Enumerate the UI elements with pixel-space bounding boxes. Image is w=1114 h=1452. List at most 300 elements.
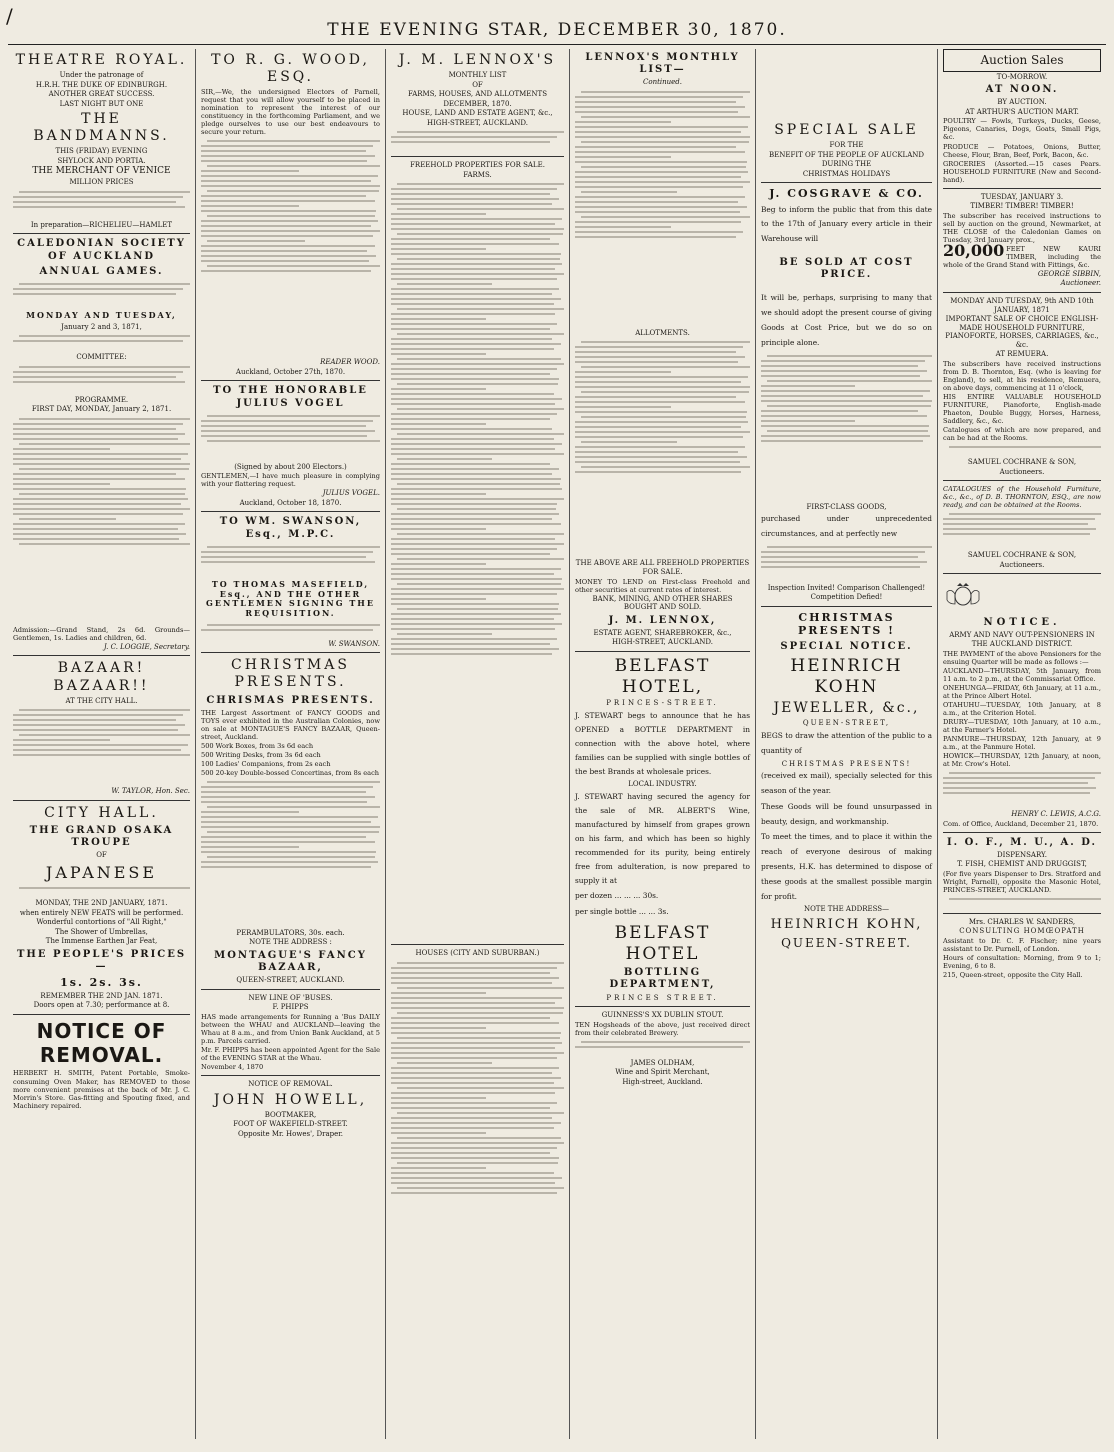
theatre-line: MILLION PRICES: [69, 178, 134, 187]
spacer: [761, 49, 932, 119]
fine-print-line: [397, 987, 564, 989]
fine-print-line: [761, 385, 855, 387]
fine-print-line: [391, 213, 486, 215]
freehold-title: FREEHOLD PROPERTIES FOR SALE.: [410, 161, 545, 170]
fine-print-line: [581, 141, 749, 143]
fine-print-line: [391, 553, 550, 555]
xmas-text: THE Largest Assortment of FANCY GOODS and TOYS ever exhibited in the Australian Colonies, now on sale at MONTAGUE'S FANCY BAZAAR, Queen-street, Auckland.: [201, 708, 380, 741]
divider: [943, 188, 1101, 189]
fine-print-line: [575, 346, 743, 348]
bazaar-sub: AT THE CITY HALL.: [65, 696, 138, 705]
fine-print: [575, 1038, 750, 1058]
fine-print-line: [943, 533, 1090, 535]
feet-text: FEET NEW KAURI TIMBER, including the whole of the Grand Stand with Fittings, &c.: [943, 244, 1101, 269]
fine-print-line: [391, 463, 550, 465]
fine-print-line: [767, 405, 931, 407]
lennox-sub: FARMS, HOUSES, AND ALLOTMENTS: [407, 90, 548, 99]
fine-print-line: [207, 215, 375, 217]
fine-print-line: [201, 255, 376, 257]
fine-print-line: [943, 792, 1090, 794]
queen-street: QUEEN-STREET,: [802, 719, 891, 728]
fine-print-line: [13, 453, 188, 455]
divider: [13, 1014, 190, 1015]
fine-print-line: [201, 435, 367, 437]
fine-print-line: [581, 116, 750, 118]
fine-print-line: [13, 523, 185, 525]
fine-print-line: [13, 528, 178, 530]
prices: 1s. 2s. 3s.: [60, 976, 143, 990]
fine-print: [943, 769, 1101, 809]
fine-print-line: [391, 1072, 552, 1074]
fine-print-line: [575, 211, 740, 213]
fine-print-line: [391, 638, 557, 640]
fine-print-line: [391, 1132, 486, 1134]
fine-print-line: [575, 151, 745, 153]
howell-name: JOHN HOWELL,: [213, 1091, 368, 1108]
xmas-item: 500 20-key Double-bossed Concertinas, from 8s each: [201, 768, 380, 777]
fine-print-line: [391, 613, 561, 615]
fine-print-line: [13, 381, 185, 383]
fine-print-line: [397, 583, 561, 585]
fine-print-line: [397, 1037, 560, 1039]
divider: [943, 573, 1101, 574]
fine-print-line: [761, 566, 920, 568]
fine-print-line: [391, 1047, 555, 1049]
fine-print-line: [581, 341, 750, 343]
sibbin-sub: Auctioneer.: [1060, 279, 1101, 288]
fine-print-line: [761, 415, 927, 417]
monday: MONDAY AND TUESDAY, 9th AND 10th JANUARY, 1871: [950, 297, 1094, 314]
fine-print-line: [575, 471, 741, 473]
fine-print-line: [13, 433, 185, 435]
fine-print-line: [391, 1157, 559, 1159]
fine-print-line: [201, 260, 369, 262]
fine-print-line: [575, 136, 750, 138]
fine-print-line: [575, 436, 743, 438]
fine-print-line: [207, 190, 379, 192]
fine-print-line: [767, 380, 932, 382]
fine-print-line: [201, 225, 371, 227]
fine-print-line: [391, 538, 555, 540]
fine-print-line: [201, 861, 378, 863]
houses-title: HOUSES (CITY AND SUBURBAN.): [415, 949, 540, 958]
fine-print-line: [397, 1112, 564, 1114]
divider: [13, 233, 190, 234]
fine-print-line: [201, 175, 378, 177]
allotments-heading: ALLOTMENTS.: [635, 328, 690, 337]
fine-print-line: [201, 430, 375, 432]
fine-print-line: [391, 548, 557, 550]
fine-print-line: [581, 166, 746, 168]
fine-print-line: [13, 749, 181, 751]
fine-print-line: [13, 729, 178, 731]
fine-print-line: [13, 371, 183, 373]
fine-print-line: [207, 415, 380, 417]
fine-print-line: [13, 724, 185, 726]
fine-print-line: [201, 200, 375, 202]
kohn-title: HEINRICH KOHN: [790, 655, 903, 697]
farms-listing: [391, 180, 564, 940]
fine-print-line: [13, 206, 185, 208]
fine-print-line: [397, 358, 561, 360]
fine-print-line: [391, 992, 486, 994]
fine-print-line: [761, 551, 925, 553]
fine-print-line: [19, 335, 190, 337]
fine-print-line: [391, 278, 557, 280]
fine-print-line: [575, 401, 745, 403]
fine-print-line: [201, 245, 375, 247]
city-hall-title: CITY HALL.: [44, 804, 159, 821]
auction-heading: Auction Sales: [943, 49, 1101, 72]
fine-print-line: [19, 709, 190, 711]
fine-print-line: [397, 383, 558, 385]
fine-print-line: [19, 493, 185, 495]
fine-print-line: [13, 488, 186, 490]
fine-print-line: [575, 431, 750, 433]
column-4: [570, 49, 756, 1439]
fine-print-line: [575, 171, 748, 173]
japanese-title: JAPANESE: [45, 862, 158, 882]
fine-print-line: [391, 1107, 550, 1109]
caledonian-line: January 2 and 3, 1871,: [61, 322, 142, 331]
fine-print-line: [13, 533, 186, 535]
caledonian-line: PROGRAMME.: [74, 395, 129, 404]
fine-print-line: [575, 131, 741, 133]
oldham-sub: Wine and Spirit Merchant,: [615, 1068, 710, 1077]
guinness-title: GUINNESS'S XX DUBLIN STOUT.: [601, 1011, 724, 1020]
hours: Hours of consultation: Morning, from 9 to 1; Evening, 6 to 8.: [943, 954, 1101, 971]
per-bottle: per single bottle ... ... 3s.: [575, 906, 669, 916]
fine-print-line: [575, 351, 736, 353]
osaka-title: THE GRAND OSAKA TROUPE: [29, 824, 174, 848]
kohn-presents: CHRISTMAS PRESENTS!: [781, 759, 912, 768]
fine-print-line: [201, 425, 366, 427]
fine-print-line: [391, 293, 552, 295]
fine-print-line: [575, 396, 736, 398]
fine-print-line: [19, 468, 189, 470]
fine-print-line: [391, 1172, 554, 1174]
fine-print-line: [391, 338, 552, 340]
fine-print-line: [391, 223, 555, 225]
fine-print-line: [201, 420, 373, 422]
notice: NOTICE.: [983, 617, 1061, 629]
bank-text: BANK, MINING, AND OTHER SHARES BOUGHT AND SOLD.: [592, 594, 733, 612]
local-industry: LOCAL INDUSTRY.: [628, 780, 697, 789]
montague-note: NOTE THE ADDRESS :: [249, 938, 332, 947]
fine-print-line: [391, 418, 550, 420]
fine-print-line: [575, 186, 743, 188]
column-2: [196, 49, 386, 1439]
fine-print-line: [575, 446, 745, 448]
fine-print-line: [13, 714, 183, 716]
fine-print-line: [761, 390, 930, 392]
fine-print-line: [943, 523, 1088, 525]
fine-print-line: [397, 1187, 564, 1189]
fine-print-line: [391, 393, 554, 395]
divider: [761, 606, 932, 607]
fine-print-line: [19, 734, 190, 736]
fine-print-line: [13, 376, 176, 378]
special-title: SPECIAL SALE: [774, 122, 919, 138]
fine-print-line: [575, 181, 750, 183]
princes2: PRINCES STREET.: [606, 993, 719, 1002]
fine-print-line: [391, 453, 564, 455]
fish: T. FISH, CHEMIST AND DRUGGIST,: [957, 860, 1087, 869]
fine-print-line: [391, 1182, 555, 1184]
osaka-line: The Shower of Umbrellas,: [55, 927, 148, 936]
tomorrow: TO-MORROW.: [996, 72, 1048, 81]
fine-print-line: [201, 846, 299, 848]
continued-title: LENNOX'S MONTHLY LIST—: [585, 52, 740, 76]
first-class-text: purchased under unprecedented circumstances, and at perfectly new: [761, 514, 932, 539]
fine-print-line: [761, 440, 923, 442]
divider: [201, 511, 380, 512]
fine-print-line: [391, 1032, 561, 1034]
theatre-title: THEATRE ROYAL.: [15, 52, 188, 68]
fine-print-line: [201, 185, 380, 187]
divider: [943, 292, 1101, 293]
divider: [943, 480, 1101, 481]
caledonian-title: CALEDONIAN SOCIETY OF AUCKLAND: [17, 238, 186, 262]
fine-print-line: [581, 416, 746, 418]
admission-text: Admission:—Grand Stand, 2s 6d. Grounds—Gentlemen, 1s. Ladies and children, 6d.: [13, 625, 190, 642]
montague-addr: QUEEN-STREET, AUCKLAND.: [236, 976, 345, 985]
fine-print-line: [201, 160, 367, 162]
fine-print-line: [201, 145, 373, 147]
fine-print-line: [575, 146, 736, 148]
fine-print-line: [391, 1017, 550, 1019]
fine-print-line: [949, 446, 1101, 448]
fine-print-line: [13, 538, 179, 540]
oldham-addr: High-street, Auckland.: [622, 1077, 703, 1086]
sibbin: GEORGE SIBBIN,: [1037, 269, 1101, 278]
money-text: MONEY TO LEND on First-class Freehold and other securities at current rates of interest.: [575, 577, 750, 594]
fine-print-line: [391, 623, 562, 625]
fine-print-line: [397, 533, 564, 535]
fine-print-line: [581, 366, 750, 368]
fine-print-line: [19, 887, 190, 889]
remuera-text: The subscribers have received instructions from D. B. Thornton, Esq. (who is leaving for England), to sell, at his residence, Remuera, on above days, commencing at 11 o'clock,: [943, 359, 1101, 392]
fine-print-line: [397, 458, 492, 460]
queen2: QUEEN-STREET.: [781, 935, 912, 950]
lennox-sub: DECEMBER, 1870.: [443, 99, 512, 108]
fine-print-line: [581, 441, 677, 443]
pay-item: AUCKLAND—THURSDAY, 5th January, from 11 a.m. to 2 p.m., at the Commissariat Office.: [943, 666, 1101, 683]
fine-print-line: [391, 388, 486, 390]
fine-print-line: [207, 140, 380, 142]
pay-item: HOWICK—THURSDAY, 12th January, at noon, at Mr. Crow's Hotel.: [943, 751, 1101, 768]
fine-print: [13, 332, 190, 352]
fine-print-line: [761, 365, 918, 367]
army: ARMY AND NAVY OUT-PENSIONERS IN THE AUCKLAND DISTRICT.: [949, 631, 1095, 648]
xmas-sub: CHRISMAS PRESENTS.: [206, 694, 375, 706]
howell-opp: Opposite Mr. Howes', Draper.: [237, 1129, 344, 1138]
belfast2: BELFAST HOTEL: [614, 922, 711, 964]
cost-price: BE SOLD AT COST PRICE.: [779, 257, 914, 281]
cosgrave-text: Beg to inform the public that from this date to the 17th of January every article in their Warehouse will: [761, 204, 932, 244]
fine-print-line: [201, 270, 371, 272]
fine-print-line: [391, 488, 562, 490]
fine-print-line: [397, 1087, 564, 1089]
fine-print-line: [767, 546, 932, 548]
fine-print-line: [581, 191, 677, 193]
buses-title: NEW LINE OF 'BUSES.: [248, 993, 333, 1002]
fine-print-line: [575, 381, 741, 383]
fine-print-line: [19, 283, 190, 285]
fine-print-line: [391, 578, 562, 580]
fine-print: [761, 352, 932, 502]
committee-list: [13, 363, 190, 395]
xmas-item: 500 Work Boxes, from 3s 6d each: [201, 741, 314, 750]
fine-print-line: [391, 982, 552, 984]
fine-print-line: [575, 451, 738, 453]
pay-item: PANMURE—THURSDAY, 12th January, at 9 a.m., at the Panmure Hotel.: [943, 734, 1101, 751]
divider: [943, 913, 1101, 914]
osaka-line: when entirely NEW FEATS will be performed.: [19, 908, 184, 917]
stewart-text: J. STEWART begs to announce that he has OPENED a BOTTLE DEPARTMENT in connection with the above hotel, where families can be supplied with single bottles of the best Brands at wholesale prices.: [575, 710, 750, 777]
fine-print-line: [575, 411, 747, 413]
fine-print-line: [391, 248, 486, 250]
fine-print-line: [207, 165, 380, 167]
fine-print-line: [391, 423, 486, 425]
army-text: THE PAYMENT of the above Pensioners for the ensuing Quarter will be made as follows :—: [943, 649, 1101, 666]
folio-mark: /: [6, 4, 13, 28]
column-6: [938, 49, 1106, 1439]
fine-print-line: [207, 265, 380, 267]
fine-print-line: [575, 356, 745, 358]
fine-print-line: [397, 1162, 558, 1164]
fine-print-line: [397, 633, 492, 635]
royal-crest-icon: [943, 582, 983, 608]
fine-print-line: [397, 1012, 563, 1014]
theatre-line: THE MERCHANT OF VENICE: [32, 166, 171, 177]
fine-print-line: [391, 1002, 555, 1004]
fine-print-line: [761, 435, 930, 437]
fine-print-line: [201, 220, 378, 222]
fine-print-line: [391, 253, 561, 255]
fine-print-line: [201, 841, 375, 843]
fine-print-line: [201, 230, 380, 232]
wood-reply-sig: READER WOOD.: [320, 358, 380, 367]
fine-print-line: [943, 787, 1096, 789]
fine-print-line: [391, 543, 564, 545]
at-noon: AT NOON.: [985, 84, 1059, 96]
bazaar-sig: W. TAYLOR, Hon. Sec.: [111, 787, 190, 796]
fine-print-line: [201, 816, 378, 818]
for-the: FOR THE: [829, 141, 864, 150]
divider: [201, 380, 380, 381]
vogel-sig: (Signed by about 200 Electors.): [234, 462, 347, 471]
fine-print-line: [391, 1147, 557, 1149]
fine-print-line: [575, 386, 750, 388]
theatre-line: SHYLOCK AND PORTIA.: [57, 156, 146, 165]
fine-print-line: [575, 156, 671, 158]
fine-print-line: [391, 498, 564, 500]
fine-print-line: [575, 161, 747, 163]
fine-print-line: [391, 1152, 550, 1154]
fine-print-line: [397, 333, 564, 335]
fine-print-line: [201, 851, 376, 853]
osaka-of: OF: [96, 851, 107, 860]
wood-date: Auckland, October 27th, 1870.: [235, 367, 346, 376]
fine-print-line: [201, 170, 299, 172]
fine-print-line: [201, 561, 375, 563]
fine-print-line: [761, 395, 923, 397]
fine-print-line: [391, 518, 552, 520]
theatre-line: THE BANDMANNS.: [33, 111, 170, 145]
fine-print-line: [13, 340, 183, 342]
fine-print-line: [575, 196, 745, 198]
fine-print-line: [391, 238, 550, 240]
cochrane-sub: Auctioneers.: [999, 467, 1045, 476]
fine-print-line: [201, 556, 366, 558]
fine-print-line: [397, 433, 564, 435]
fine-print-line: [391, 448, 555, 450]
fine-print-line: [943, 528, 1096, 530]
fine-print-line: [13, 754, 190, 756]
mart: AT ARTHUR'S AUCTION MART.: [965, 107, 1079, 116]
column-5: [756, 49, 938, 1439]
fine-print: [13, 706, 190, 786]
kohn-text2: (received ex mail), specially selected for this season of the year.: [761, 771, 932, 795]
fine-print-line: [391, 263, 562, 265]
fine-print-line: [391, 298, 561, 300]
fine-print-line: [13, 503, 181, 505]
fine-print-line: [19, 443, 190, 445]
theatre-line: H.R.H. THE DUKE OF EDINBURGH.: [35, 80, 168, 89]
theatre-foot: In preparation—RICHELIEU—HAMLET: [30, 220, 173, 229]
fine-print-line: [391, 203, 552, 205]
fine-print-line: [207, 856, 375, 858]
fine-print-line: [391, 1022, 559, 1024]
divider: [391, 156, 564, 157]
removal-text: HERBERT H. SMITH, Patent Portable, Smoke-consuming Oven Maker, has REMOVED to those more convenient premises at the back of Mr. J. C. Morrin's Store. Gas-fitting and Spouting fixed, and Machinery repaired.: [13, 1069, 190, 1110]
fine-print-line: [13, 438, 178, 440]
fine-print-line: [13, 201, 176, 203]
fine-print-line: [943, 518, 1095, 520]
kohn-text4: To meet the times, and to place it within the reach of everyone desirous of making presents, H.K. has determined to dispose of these goods at the smallest possible margin for profit.: [761, 832, 932, 901]
fine-print-line: [13, 458, 181, 460]
fine-print-line: [391, 318, 486, 320]
fine-print-line: [201, 791, 366, 793]
fine-print-line: [575, 461, 740, 463]
fine-print-line: [201, 155, 375, 157]
fine-print-line: [575, 236, 736, 238]
benefit: BENEFIT OF THE PEOPLE OF AUCKLAND: [769, 150, 924, 159]
fine-print: [761, 543, 932, 583]
fish-text: (For five years Dispenser to Drs. Stratford and Wright, Parnell), opposite the Masonic Hotel, PRINCES-STREET, AUCKLAND.: [943, 869, 1101, 894]
divider: [391, 944, 564, 945]
fine-print-line: [391, 228, 564, 230]
kohn2: HEINRICH KOHN,: [770, 916, 923, 932]
fine-print-line: [949, 898, 1101, 900]
fine-print-line: [391, 343, 561, 345]
fine-print-line: [391, 648, 559, 650]
fine-print-line: [391, 628, 555, 630]
fine-print-line: [201, 210, 376, 212]
fine-print-line: [19, 418, 190, 420]
kohn-text: BEGS to draw the attention of the public to a quantity of: [761, 730, 932, 755]
houses-listing: [391, 959, 564, 1339]
fine-print-line: [391, 1077, 561, 1079]
fine-print-line: [391, 1027, 486, 1029]
fine-print-line: [397, 1062, 492, 1064]
fine-print-line: [201, 801, 367, 803]
buses-text: HAS made arrangements for Running a 'Bus DAILY between the WHAU and AUCKLAND—leaving the Whau at 8 a.m., and from Union Bank Auckland, at 5 p.m. Parcels carried.: [201, 1012, 380, 1046]
buses-note: Mr. F. PHIPPS has been appointed Agent for the Sale of the EVENING STAR at the Whau.: [201, 1046, 380, 1063]
fine-print-line: [397, 483, 560, 485]
fine-print-line: [575, 456, 747, 458]
